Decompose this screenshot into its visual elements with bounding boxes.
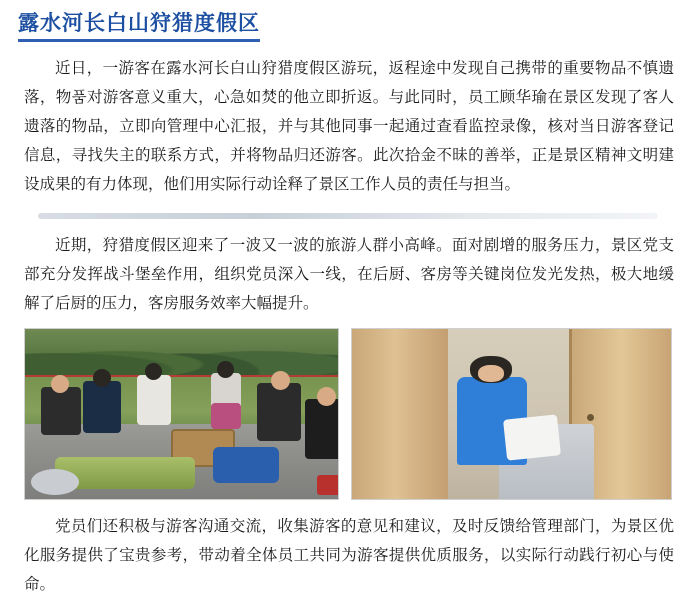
paragraph-3: 党员们还积极与游客沟通交流，收集游客的意见和建议，及时反馈给管理部门，为景区优化服务提供了宝贵参考，带动着全体员工共同为游客提供优质服务，以实际行动践行初心与使命。 <box>24 517 674 593</box>
red-stool <box>317 475 339 495</box>
person-head <box>93 369 111 387</box>
person-figure <box>305 399 339 459</box>
page-title-wrap <box>18 10 260 42</box>
paragraph-2: 近期，狩猎度假区迎来了一波又一波的旅游人群小高峰。面对剧增的服务压力，景区党支部充分发挥战斗堡垒作用，组织党员深入一线，在后厨、客房等关键岗位发光发热，极大地缓解了后厨的压力，客房服务效率大幅提升。 <box>24 236 674 312</box>
person-figure <box>41 387 81 435</box>
basin <box>31 469 79 495</box>
person-head <box>217 361 234 378</box>
person-figure <box>83 381 121 433</box>
photo-housekeeping-worker <box>351 328 672 500</box>
blue-tarp <box>213 447 279 483</box>
paragraph-1: 近日，一游客在露水河长白山狩猎度假区游玩，返程途中发现自己携带的重要物品不慎遗落，物품对游客意义重大，心急如焚的他立即折返。与此同时，员工顾华瑜在景区发现了客人遗落的物品，立即向管理中心汇报，并与其他同事一起通过查看监控录像，核对当日游客登记信息，寻找失主的联系方式，并将物品归还游客。此次拾金不昧的善举，正是景区精神文明建设成果的有力体现，他们用实际行动诠释了景区工作人员的责任与担当。 <box>24 59 674 193</box>
person-head <box>145 363 162 380</box>
person-figure <box>257 383 301 441</box>
person-head <box>271 371 290 390</box>
person-figure <box>137 375 171 425</box>
photo-row <box>24 328 672 500</box>
white-laundry-bag <box>503 415 561 461</box>
worker-face <box>478 365 504 382</box>
photo-outdoor-volunteers <box>24 328 339 500</box>
photo-trees <box>25 329 338 380</box>
section-divider <box>38 213 658 219</box>
person-head <box>317 387 336 406</box>
wooden-door-left <box>352 329 451 499</box>
page-title: 露水河长白山狩猎度假区 <box>18 11 260 35</box>
person-head <box>51 375 69 393</box>
person-apron <box>211 403 241 429</box>
